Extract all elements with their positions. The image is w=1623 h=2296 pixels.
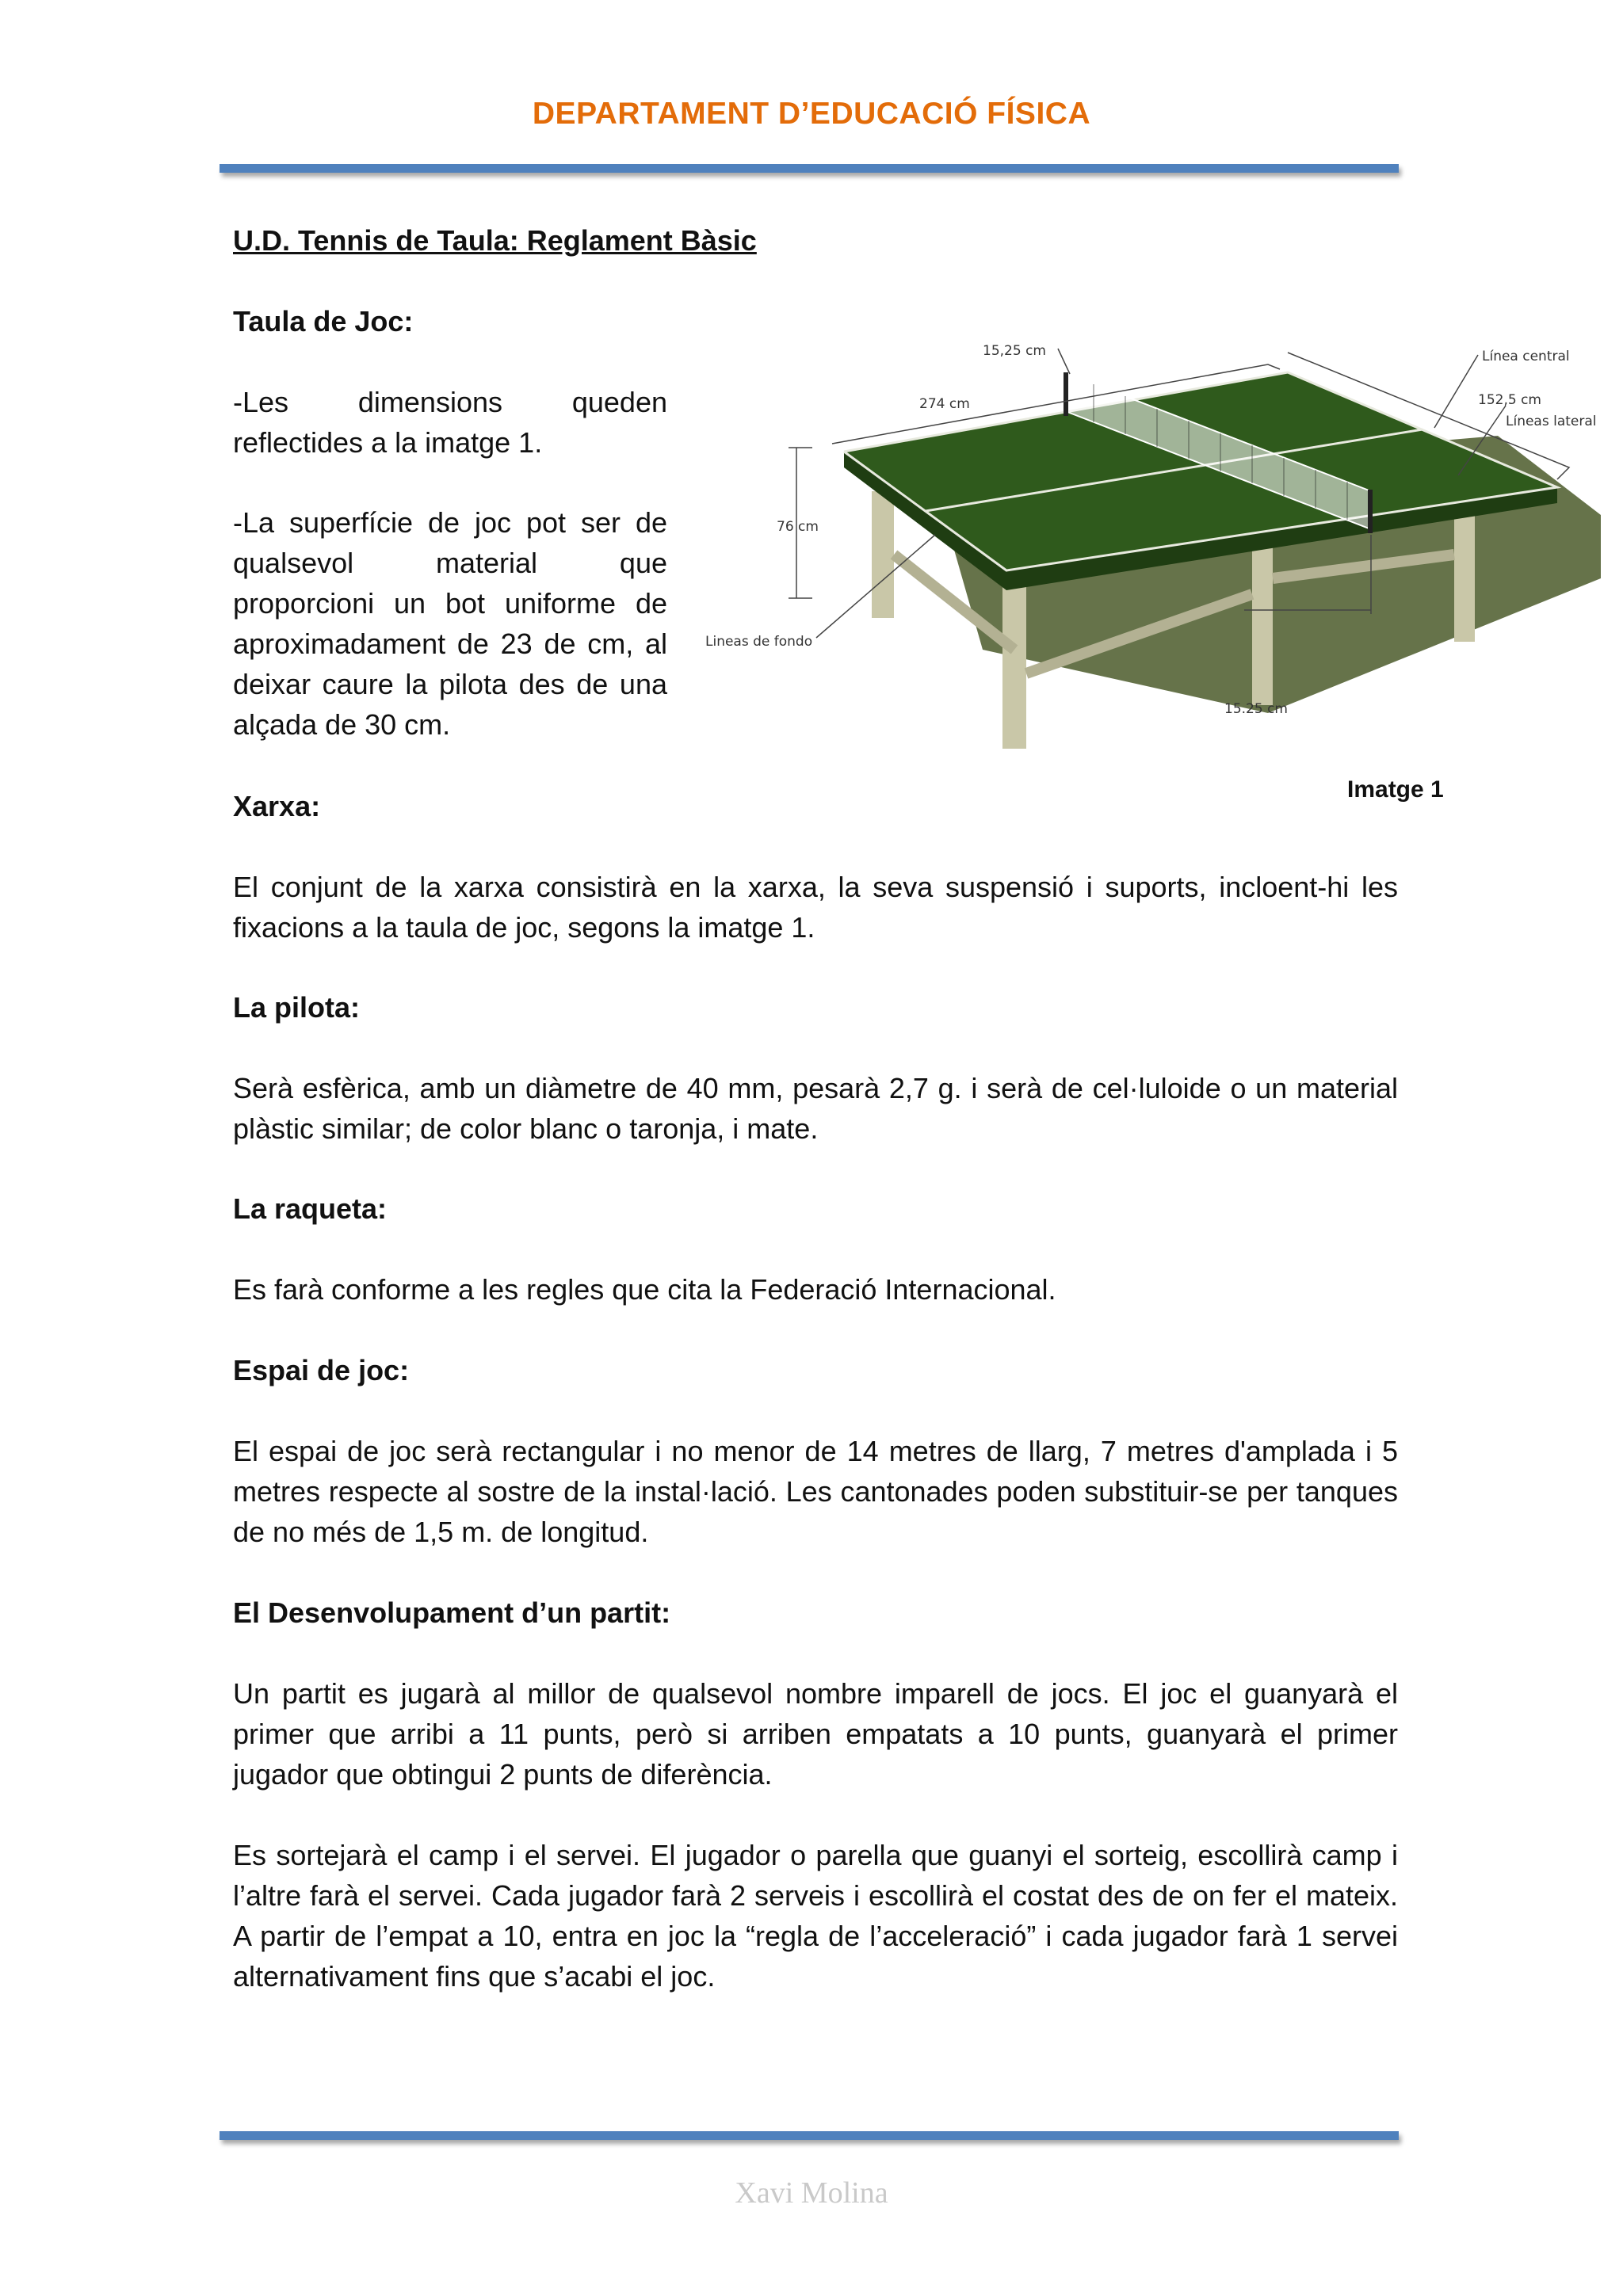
partit-paragraph-2: Es sortejarà el camp i el servei. El jugador o parella que guanyi el sorteig, escollirà camp i l’altre farà el servei. Cada jugador farà 2 serveis i escollirà el costat des de on fer el mateix. A partir de l’empat a 10, entra en joc la “regla de l’acceleració” i cada jugador farà 1 servei alternativament fins que s’acabi el joc. — [233, 1839, 1398, 1993]
footer-rule — [220, 2131, 1399, 2140]
heading-xarxa: Xarxa: — [233, 790, 321, 822]
label-center-line: Línea central — [1482, 349, 1570, 364]
heading-raqueta: La raqueta: — [233, 1192, 388, 1225]
label-side-lines: Líneas lateral — [1506, 414, 1597, 429]
partit-paragraph-1: Un partit es jugarà al millor de qualsevol nombre imparell de jocs. El joc el guanyarà el primer que arribi a 11 punts, però si arriben empatats a 10 punts, guanyarà el primer jugador que obtingui 2 punts de diferència. — [233, 1677, 1398, 1791]
label-table-height: 76 cm — [777, 519, 819, 535]
net-post — [1368, 490, 1373, 533]
heading-partit: El Desenvolupament d’un partit: — [233, 1596, 671, 1629]
net-post — [1064, 372, 1068, 416]
heading-taula: Taula de Joc: — [233, 305, 414, 338]
heading-espai: Espai de joc: — [233, 1354, 410, 1386]
table-leg — [1252, 531, 1273, 705]
table-leg — [1002, 586, 1026, 749]
header-title: DEPARTAMENT D’EDUCACIÓ FÍSICA — [532, 97, 1091, 131]
figure-caption: Imatge 1 — [1347, 776, 1444, 803]
taula-paragraph-1: -Les dimensions queden reflectides a la imatge 1. — [233, 386, 667, 459]
heading-pilota: La pilota: — [233, 991, 360, 1024]
header-rule — [220, 164, 1399, 173]
footer-author: Xavi Molina — [735, 2176, 888, 2210]
label-net-overhang: 15.25 cm — [1224, 701, 1288, 717]
label-length: 274 cm — [919, 396, 970, 412]
table-leg — [872, 491, 894, 618]
label-end-lines: Lineas de fondo — [705, 634, 813, 650]
taula-paragraph-2: -La superfície de joc pot ser de qualsevol material que proporcioni un bot uniforme de aproximadament de 23 de cm, al deixar caure la pilota des de una alçada de 30 cm. — [233, 506, 667, 741]
espai-paragraph: El espai de joc serà rectangular i no menor de 14 metres de llarg, 7 metres d'amplada i 5 metres respecte al sostre de la instal·lació. Les cantonades poden substituir-se per tanques de no més de 1,5 m. de longitud. — [233, 1435, 1398, 1548]
table-leg — [1454, 507, 1475, 642]
document-title: U.D. Tennis de Taula: Reglament Bàsic — [233, 224, 757, 257]
label-width: 152,5 cm — [1478, 392, 1541, 408]
ping-pong-table-figure — [697, 317, 1601, 761]
xarxa-paragraph: El conjunt de la xarxa consistirà en la xarxa, la seva suspensió i suports, incloent-hi les fixacions a la taula de joc, segons la imatge 1. — [233, 871, 1398, 944]
raqueta-paragraph: Es farà conforme a les regles que cita la Federació Internacional. — [233, 1273, 1056, 1306]
label-net-height: 15,25 cm — [983, 343, 1046, 359]
pilota-paragraph: Serà esfèrica, amb un diàmetre de 40 mm, pesarà 2,7 g. i serà de cel·luloide o un material plàstic similar; de color blanc o taronja, i mate. — [233, 1072, 1398, 1145]
